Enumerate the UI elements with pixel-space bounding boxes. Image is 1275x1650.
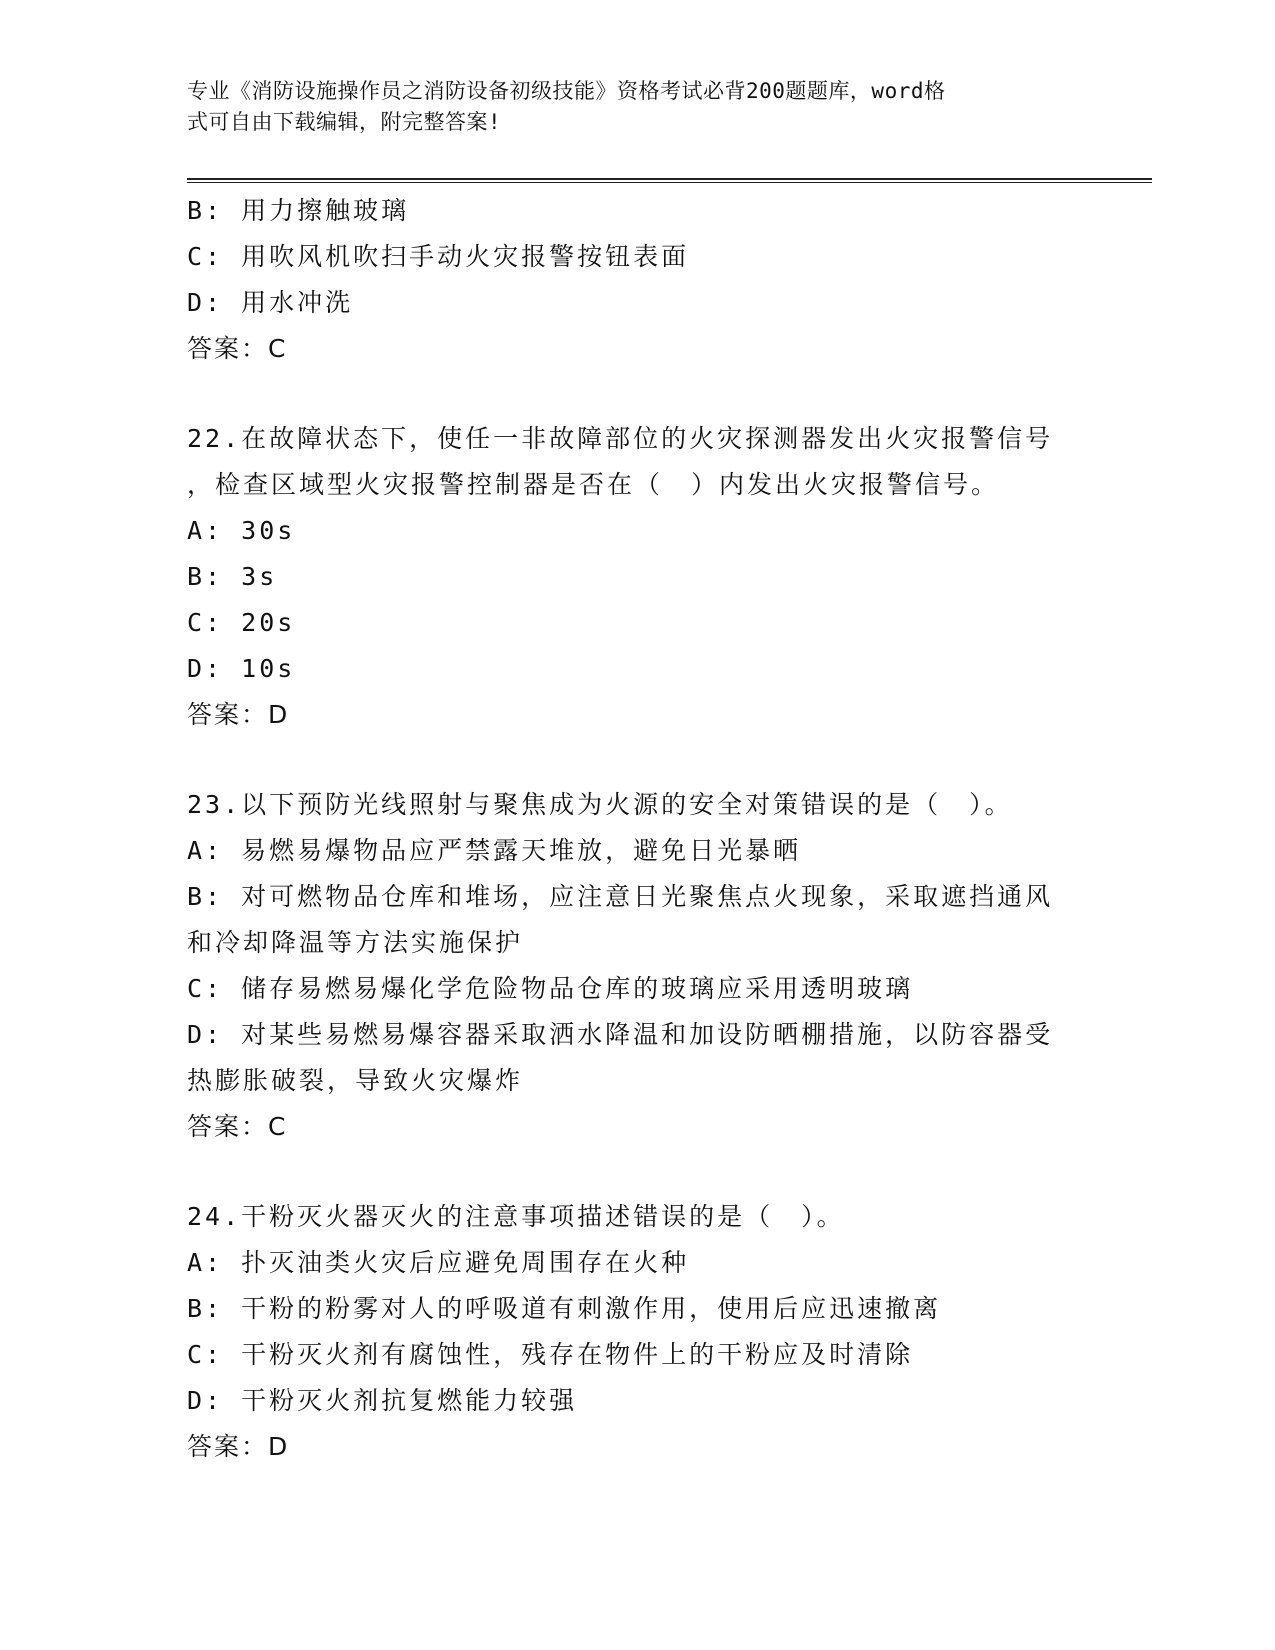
- answer: 答案：D: [187, 700, 290, 729]
- option-b: B: 干粉的粉雾对人的呼吸道有刺激作用，使用后应迅速撤离: [187, 1294, 942, 1323]
- answer: 答案：C: [187, 334, 288, 363]
- option-c: C: 用吹风机吹扫手动火灾报警按钮表面: [187, 242, 690, 271]
- option-b: B: 用力擦触玻璃: [187, 196, 410, 225]
- question-stem: 23.以下预防光线照射与聚焦成为火源的安全对策错误的是（ ）。: [187, 790, 1013, 819]
- option-d: D: 对某些易燃易爆容器采取洒水降温和加设防晒棚措施，以防容器受: [187, 1020, 1054, 1049]
- spacer: [187, 372, 1087, 416]
- question-23: [187, 782, 1087, 1150]
- question-24: [187, 1194, 1087, 1470]
- option-a: A: 易燃易爆物品应严禁露天堆放，避免日光暴晒: [187, 836, 802, 865]
- option-d: D: 10s: [187, 654, 296, 683]
- option-c: C: 干粉灭火剂有腐蚀性，残存在物件上的干粉应及时清除: [187, 1340, 914, 1369]
- document-page: [187, 0, 1152, 1650]
- question-list: [187, 188, 1087, 1470]
- option-a: A: 扑灭油类火灾后应避免周围存在火种: [187, 1248, 690, 1277]
- option-b-continued: 和冷却降温等方法实施保护: [187, 928, 524, 957]
- answer: 答案：D: [187, 1432, 290, 1461]
- option-c: C: 20s: [187, 608, 296, 637]
- option-a: A: 30s: [187, 516, 296, 545]
- header-line-1: 专业《消防设施操作员之消防设备初级技能》资格考试必背200题题库，word格: [187, 79, 946, 103]
- answer: 答案：C: [187, 1112, 288, 1141]
- question-22: [187, 416, 1087, 738]
- spacer: [187, 1150, 1087, 1194]
- option-b: B: 对可燃物品仓库和堆场，应注意日光聚焦点火现象，采取遮挡通风: [187, 882, 1054, 911]
- option-b: B: 3s: [187, 562, 278, 591]
- option-d: D: 干粉灭火剂抗复燃能力较强: [187, 1386, 578, 1415]
- header-line-2: 式可自由下载编辑，附完整答案!: [187, 110, 502, 134]
- question-21-continued: [187, 188, 1087, 372]
- question-stem-continued: ，检查区域型火灾报警控制器是否在（ ）内发出火灾报警信号。: [187, 470, 1000, 499]
- option-d: D: 用水冲洗: [187, 288, 354, 317]
- option-d-continued: 热膨胀破裂，导致火灾爆炸: [187, 1066, 524, 1095]
- question-stem: 24.干粉灭火器灭火的注意事项描述错误的是（ ）。: [187, 1202, 845, 1231]
- spacer: [187, 738, 1087, 782]
- option-c: C: 储存易燃易爆化学危险物品仓库的玻璃应采用透明玻璃: [187, 974, 914, 1003]
- header-divider: [187, 178, 1152, 183]
- question-stem: 22.在故障状态下，使任一非故障部位的火灾探测器发出火灾报警信号: [187, 424, 1054, 453]
- document-header: [187, 76, 1067, 138]
